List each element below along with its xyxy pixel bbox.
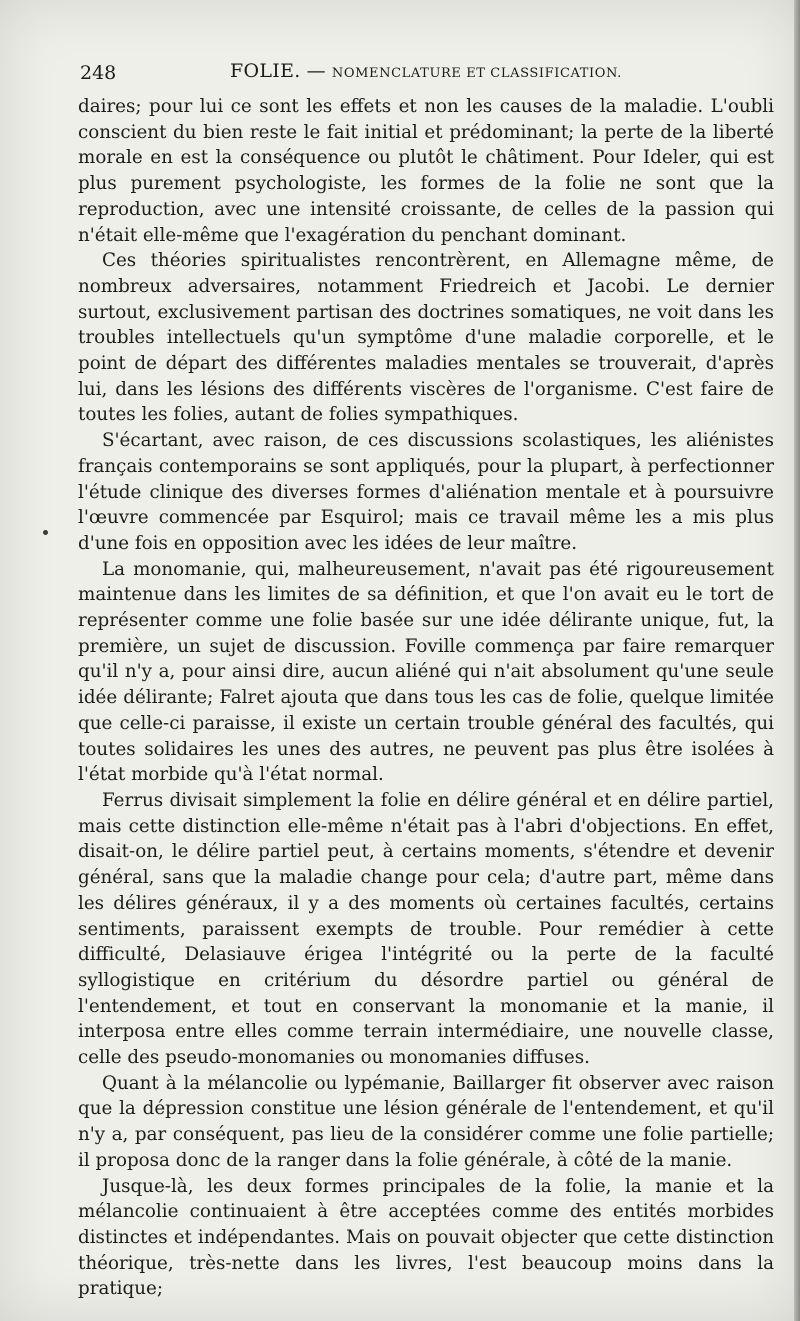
paragraph: La monomanie, qui, malheureusement, n'avait pas été rigoureusement maintenue dans les limites de sa définition, et que l'on avait eu le tort de représenter comme une folie basée sur une idée délirante unique, fut, la première, un sujet de discussion. Foville commença par faire remarquer qu'il n'y a, pour ainsi dire, aucun aliéné qui n'ait absolument qu'une seule idée délirante; Falret ajouta que dans tous les cas de folie, quelque limitée que celle-ci paraisse, il existe un certain trouble général des facultés, qui toutes solidaires les unes des autres, ne peuvent pas plus être isolées à l'état morbide qu'à l'état normal. [78, 558, 774, 786]
page-edge [794, 0, 800, 1321]
chapter-title: FOLIE. [230, 60, 301, 82]
paragraph: S'écartant, avec raison, de ces discussions scolastiques, les aliénistes français contemporains se sont appliqués, pour la plupart, à perfectionner l'étude clinique des diverses formes d'aliénation mentale et à poursuivre l'œuvre commencée par Esquirol; mais ce travail même les a mis plus d'une fois en opposition avec les idées de leur maître. [78, 430, 774, 554]
paragraph: Quant à la mélancolie ou lypémanie, Baillarger fit observer avec raison que la dépression constitue une lésion générale de l'entendement, et qu'il n'y a, par conséquent, pas lieu de la considérer comme une folie partielle; il proposa donc de la ranger dans la folie générale, à côté de la manie. [78, 1072, 774, 1171]
running-title [230, 60, 622, 82]
paragraph: Jusque-là, les deux formes principales de la folie, la manie et la mélancolie continuaient à être acceptées comme des entités morbides distinctes et indépendantes. Mais on pouvait objecter que cette distinction théorique, très-nette dans les livres, l'est beaucoup moins dans la pratique; [78, 1175, 774, 1300]
section-subtitle: NOMENCLATURE ET CLASSIFICATION. [331, 66, 622, 81]
paragraph: Ferrus divisait simplement la folie en délire général et en délire partiel, mais cette distinction elle-même n'était pas à l'abri d'objections. En effet, disait-on, le délire partiel peut, à certains moments, s'étendre et devenir général, sans que la maladie change pour cela; d'autre part, même dans les délires généraux, il y a des moments où certaines facultés, certains sentiments, paraissent exempts de trouble. Pour remédier à cette difficulté, Delasiauve érigea l'intégrité ou la perte de la faculté syllogistique en critérium du désordre partiel ou général de l'entendement, et tout en conservant la monomanie et la manie, il interposa entre elles comme terrain intermédiaire, une nouvelle classe, celle des pseudo-monomanies ou monomanies diffuses. [78, 789, 774, 1069]
page-number: 248 [80, 62, 117, 84]
title-separator: — [306, 60, 326, 82]
margin-mark [43, 530, 48, 535]
running-header [80, 56, 770, 96]
paragraph: Ces théories spiritualistes rencontrèrent, en Allemagne même, de nombreux adversaires, notamment Friedreich et Jacobi. Le dernier surtout, exclusivement partisan des doctrines somatiques, ne voit dans les troubles intellectuels qu'un symptôme d'une maladie corporelle, et le point de départ des différentes maladies mentales se trouverait, d'après lui, dans les lésions des différents viscères de l'organisme. C'est faire de toutes les folies, autant de folies sympathiques. [78, 250, 774, 426]
paragraph: daires; pour lui ce sont les effets et non les causes de la maladie. L'oubli conscient du bien reste le fait initial et prédominant; la perte de la liberté morale en est la conséquence ou plutôt le châtiment. Pour Ideler, qui est plus purement psychologiste, les formes de la folie ne sont que la reproduction, avec une intensité croissante, de celles de la passion qui n'était elle-même que l'exagération du penchant dominant. [78, 96, 774, 246]
body-text [78, 94, 774, 1302]
